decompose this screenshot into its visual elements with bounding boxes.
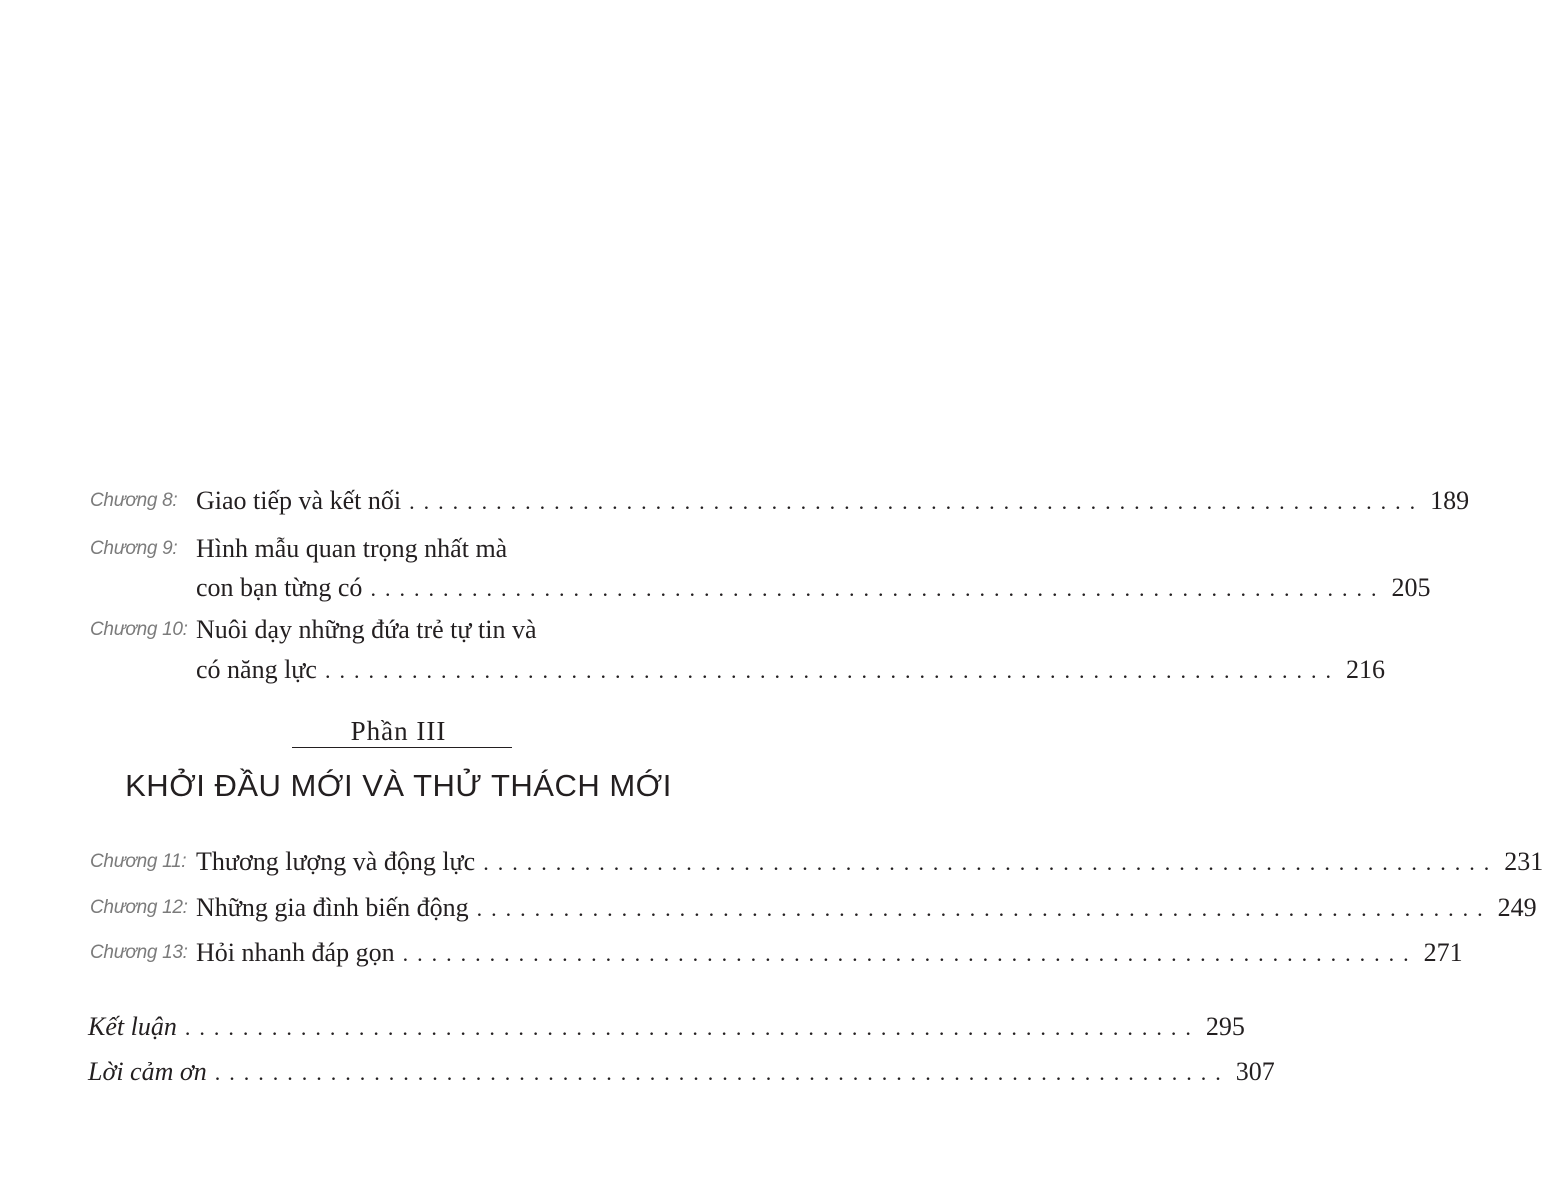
page-number: 249 [1497, 893, 1537, 922]
dot-leader: ...................................................................... [476, 896, 1492, 921]
dot-leader: ...................................................................... [402, 941, 1418, 966]
toc-entry-chapter-10 [0, 613, 1385, 695]
toc-entry-chapter-12 [0, 891, 1537, 935]
page-number: 189 [1430, 486, 1470, 515]
chapter-label: Chương 8: [90, 490, 178, 511]
dot-leader: ...................................................................... [370, 576, 1386, 601]
dot-leader: ...................................................................... [324, 658, 1340, 683]
chapter-label: Chương 10: [90, 619, 188, 640]
chapter-title: Giao tiếp và kết nối [196, 486, 402, 515]
section-title: Kết luận [88, 1012, 177, 1041]
toc-entry-conclusion [0, 1010, 1245, 1054]
dot-leader: ...................................................................... [483, 850, 1499, 875]
toc-line [196, 613, 713, 647]
chapter-title: Thương lượng và động lực [196, 847, 476, 876]
toc-line [88, 1055, 1275, 1090]
toc-line [196, 484, 1470, 519]
toc-line [196, 936, 1463, 971]
page-number: 295 [1205, 1012, 1245, 1041]
chapter-title: Hỏi nhanh đáp gọn [196, 938, 395, 967]
dot-leader: ...................................................................... [214, 1060, 1230, 1085]
chapter-label: Chương 9: [90, 538, 178, 559]
page-number: 271 [1423, 938, 1463, 967]
part-label: Phần III [350, 716, 447, 746]
page-number: 205 [1391, 573, 1431, 602]
chapter-title-continued: có năng lực [196, 655, 317, 684]
toc-line [196, 571, 1431, 606]
chapter-title-continued: con bạn từng có [196, 573, 363, 602]
toc-line [88, 1010, 1245, 1045]
toc-line [196, 891, 1537, 926]
toc-entry-acknowledgements [0, 1055, 1275, 1099]
part-title: KHỞI ĐẦU MỚI VÀ THỬ THÁCH MỚI [125, 768, 672, 803]
toc-entry-chapter-11 [0, 845, 1543, 889]
dot-leader: ...................................................................... [184, 1015, 1200, 1040]
page-number: 307 [1235, 1057, 1275, 1086]
dot-leader: ...................................................................... [409, 489, 1425, 514]
toc-line [196, 845, 1543, 880]
toc-entry-chapter-8 [0, 484, 1470, 528]
chapter-label: Chương 13: [90, 942, 188, 963]
chapter-label: Chương 11: [90, 851, 187, 872]
chapter-title: Nuôi dạy những đứa trẻ tự tin và [196, 615, 537, 644]
chapter-label: Chương 12: [90, 897, 188, 918]
toc-entry-chapter-9 [0, 532, 1431, 614]
page-number: 231 [1504, 847, 1543, 876]
section-title: Lời cảm ơn [88, 1057, 207, 1086]
chapter-title: Hình mẫu quan trọng nhất mà [196, 534, 508, 563]
part-divider [292, 747, 512, 748]
page-number: 216 [1345, 655, 1385, 684]
toc-line [196, 532, 713, 566]
toc-line [196, 653, 1385, 688]
toc-entry-chapter-13 [0, 936, 1463, 980]
chapter-title: Những gia đình biến động [196, 893, 469, 922]
